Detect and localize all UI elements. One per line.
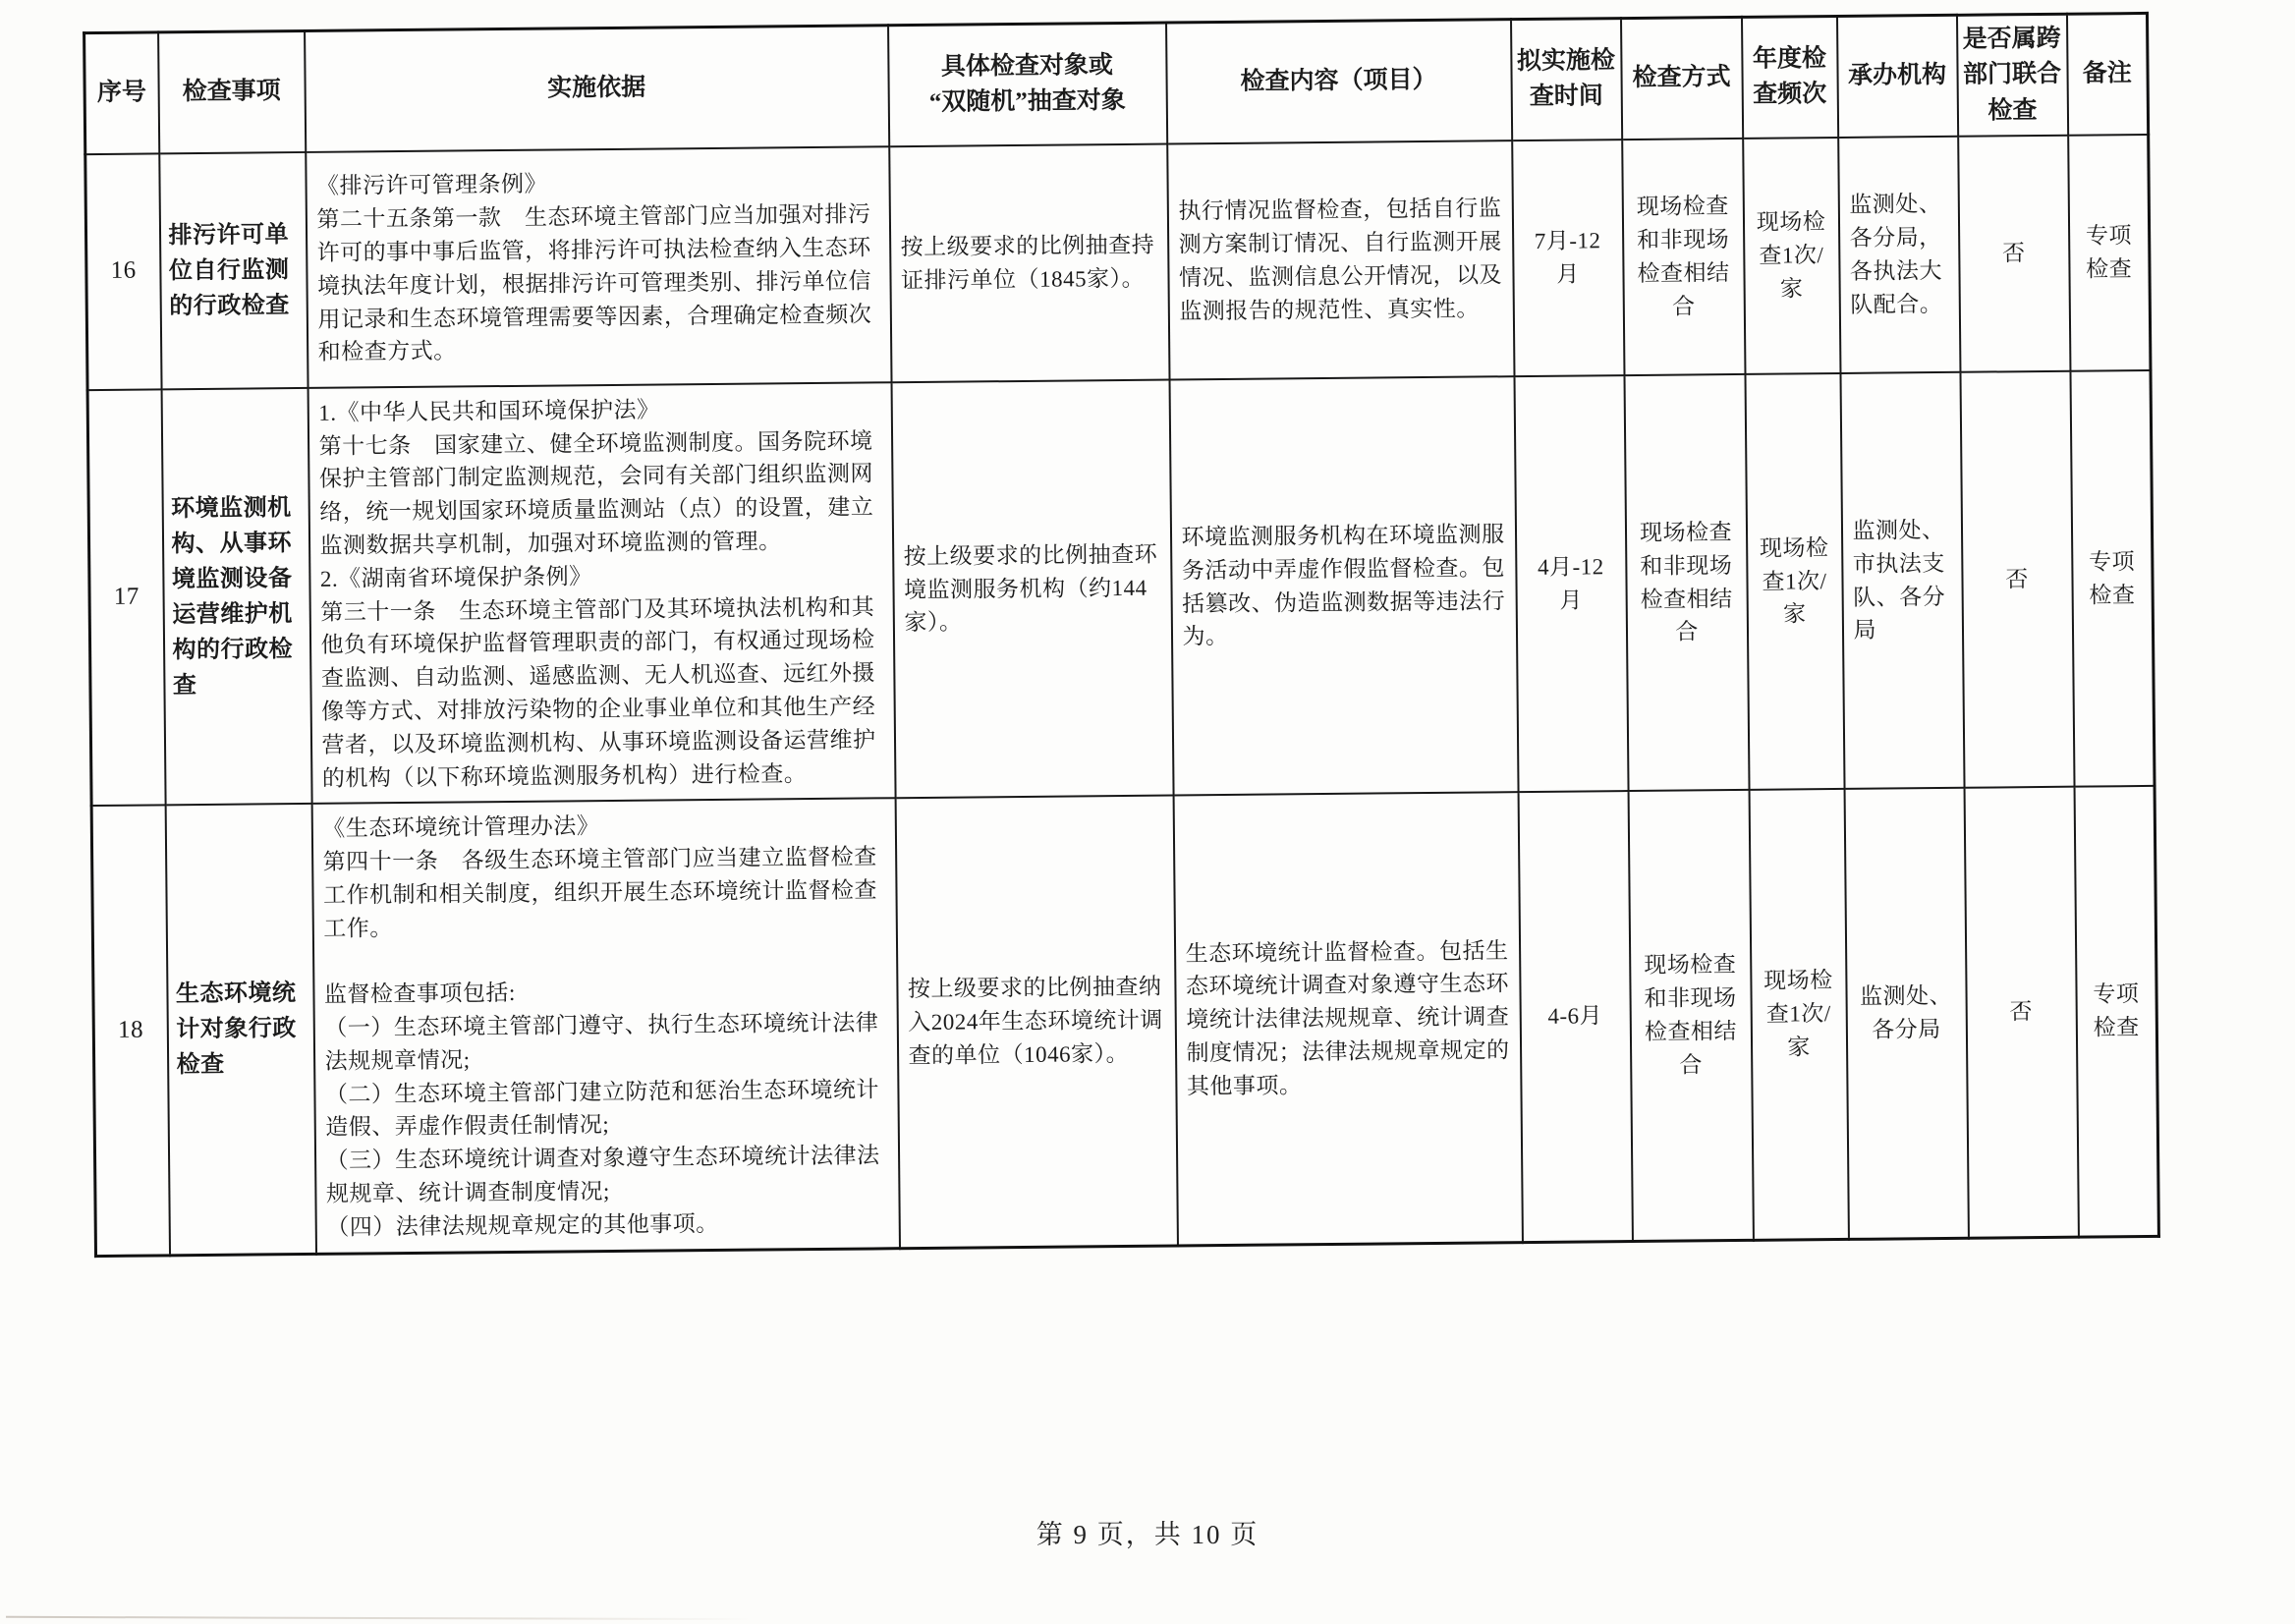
cell-basis: 《生态环境统计管理办法》 第四十一条 各级生态环境主管部门应当建立监督检查工作机制和相关制度，组织开展生态环境统计监督检查工作。 监督检查事项包括: （一）生态环境主管部门遵守、执行生态环境统计法律法规规章情况; （二）生态环境主管部门建立防范和惩治生态环境统计造假、弄虚作假责任制情况; （三）生态环境统计调查对象遵守生态环境统计法律法规规章、统计调查制度情况; （四）法律法规规章规定的其他事项。: [311, 799, 899, 1255]
cell-time: 7月-12月: [1512, 140, 1624, 376]
cell-target: 按上级要求的比例抽查纳入2024年生态环境统计调查的单位（1046家）。: [895, 796, 1177, 1249]
table-row: [85, 135, 2151, 390]
scan-artifact-line: [6, 1616, 753, 1620]
cell-basis: 《排污许可管理条例》 第二十五条第一款 生态环境主管部门应当加强对排污许可的事中事后监管，将排污许可执法检查纳入生态环境执法年度计划，根据排污许可管理类别、排污单位信用记录和生态环境管理需要等因素，合理确定检查频次和检查方式。: [306, 146, 891, 388]
col-header-method: 检查方式: [1621, 17, 1743, 139]
cell-agency: 监测处、市执法支队、各分局: [1840, 372, 1964, 790]
cell-content: 生态环境统计监督检查。包括生态环境统计调查对象遵守生态环境统计法律法规规章、统计调查制度情况；法律法规规章规定的其他事项。: [1173, 792, 1522, 1245]
cell-item: 排污许可单位自行监测的行政检查: [159, 152, 308, 389]
inspection-table: [83, 12, 2160, 1258]
cell-item: 环境监测机构、从事环境监测设备运营维护机构的行政检查: [161, 388, 311, 806]
col-header-content: 检查内容（项目）: [1166, 20, 1512, 144]
cell-frequency: 现场检查1次/家: [1743, 138, 1840, 374]
page-number: 第 9 页，共 10 页: [1036, 1520, 1259, 1549]
cell-remark: 专项检查: [2068, 135, 2151, 371]
cell-agency: 监测处、各分局，各执法大队配合。: [1838, 137, 1960, 373]
cell-joint: 否: [1960, 370, 2074, 788]
cell-joint: 否: [1958, 135, 2070, 371]
header-row: [84, 13, 2149, 153]
cell-target: 按上级要求的比例抽查持证排污单位（1845家）。: [889, 143, 1169, 382]
cell-joint: 否: [1964, 787, 2078, 1238]
cell-time: 4月-12月: [1514, 375, 1628, 793]
cell-time: 4-6月: [1518, 791, 1632, 1242]
col-header-item: 检查事项: [158, 30, 306, 153]
cell-remark: 专项检查: [2070, 370, 2155, 787]
table-row: [87, 370, 2155, 807]
cell-method: 现场检查和非现场检查相结合: [1622, 139, 1745, 375]
col-header-remark: 备注: [2066, 13, 2148, 135]
cell-target: 按上级要求的比例抽查环境监测服务机构（约144家）。: [891, 379, 1173, 798]
cell-agency: 监测处、各分局: [1844, 788, 1968, 1239]
cell-seq: 18: [91, 806, 169, 1257]
col-header-time: 拟实施检 查时间: [1511, 19, 1622, 140]
cell-frequency: 现场检查1次/家: [1749, 789, 1848, 1240]
col-header-frequency: 年度检 查频次: [1741, 16, 1837, 138]
cell-content: 环境监测服务机构在环境监测服务活动中弄虚作假监督检查。包括篡改、伪造监测数据等违法行为。: [1169, 376, 1518, 796]
table-row: [91, 786, 2158, 1256]
cell-method: 现场检查和非现场检查相结合: [1628, 790, 1753, 1241]
col-header-target: 具体检查对象或 “双随机”抽查对象: [888, 23, 1167, 146]
col-header-joint: 是否属跨 部门联合 检查: [1956, 14, 2067, 136]
col-header-seq: 序号: [84, 32, 159, 154]
cell-frequency: 现场检查1次/家: [1745, 373, 1844, 790]
cell-basis: 1.《中华人民共和国环境保护法》 第十七条 国家建立、健全环境监测制度。国务院环境保护主管部门制定监测规范，会同有关部门组织监测网络，统一规划国家环境质量监测站（点）的设置，建立监测数据共享机制，加强对环境监测的管理。 2.《湖南省环境保护条例》 第三十一条 生态环境主管部门及其环境执法机构和其他负有环境保护监督管理职责的部门，有权通过现场检查监测、自动监测、遥感监测、无人机巡查、远红外摄像等方式、对排放污染物的企业事业单位和其他生产经营者，以及环境监测机构、从事环境监测设备运营维护的机构（以下称环境监测服务机构）进行检查。: [308, 382, 895, 804]
cell-seq: 17: [87, 389, 165, 806]
cell-content: 执行情况监督检查，包括自行监测方案制订情况、自行监测开展情况、监测信息公开情况，以及监测报告的规范性、真实性。: [1167, 140, 1514, 379]
col-header-agency: 承办机构: [1836, 15, 1957, 137]
inspection-table-wrap: [83, 12, 2160, 1258]
col-header-basis: 实施依据: [305, 26, 889, 152]
cell-item: 生态环境统计对象行政检查: [165, 804, 315, 1255]
cell-remark: 专项检查: [2074, 786, 2158, 1237]
cell-seq: 16: [85, 153, 161, 390]
cell-method: 现场检查和非现场检查相结合: [1624, 374, 1749, 792]
